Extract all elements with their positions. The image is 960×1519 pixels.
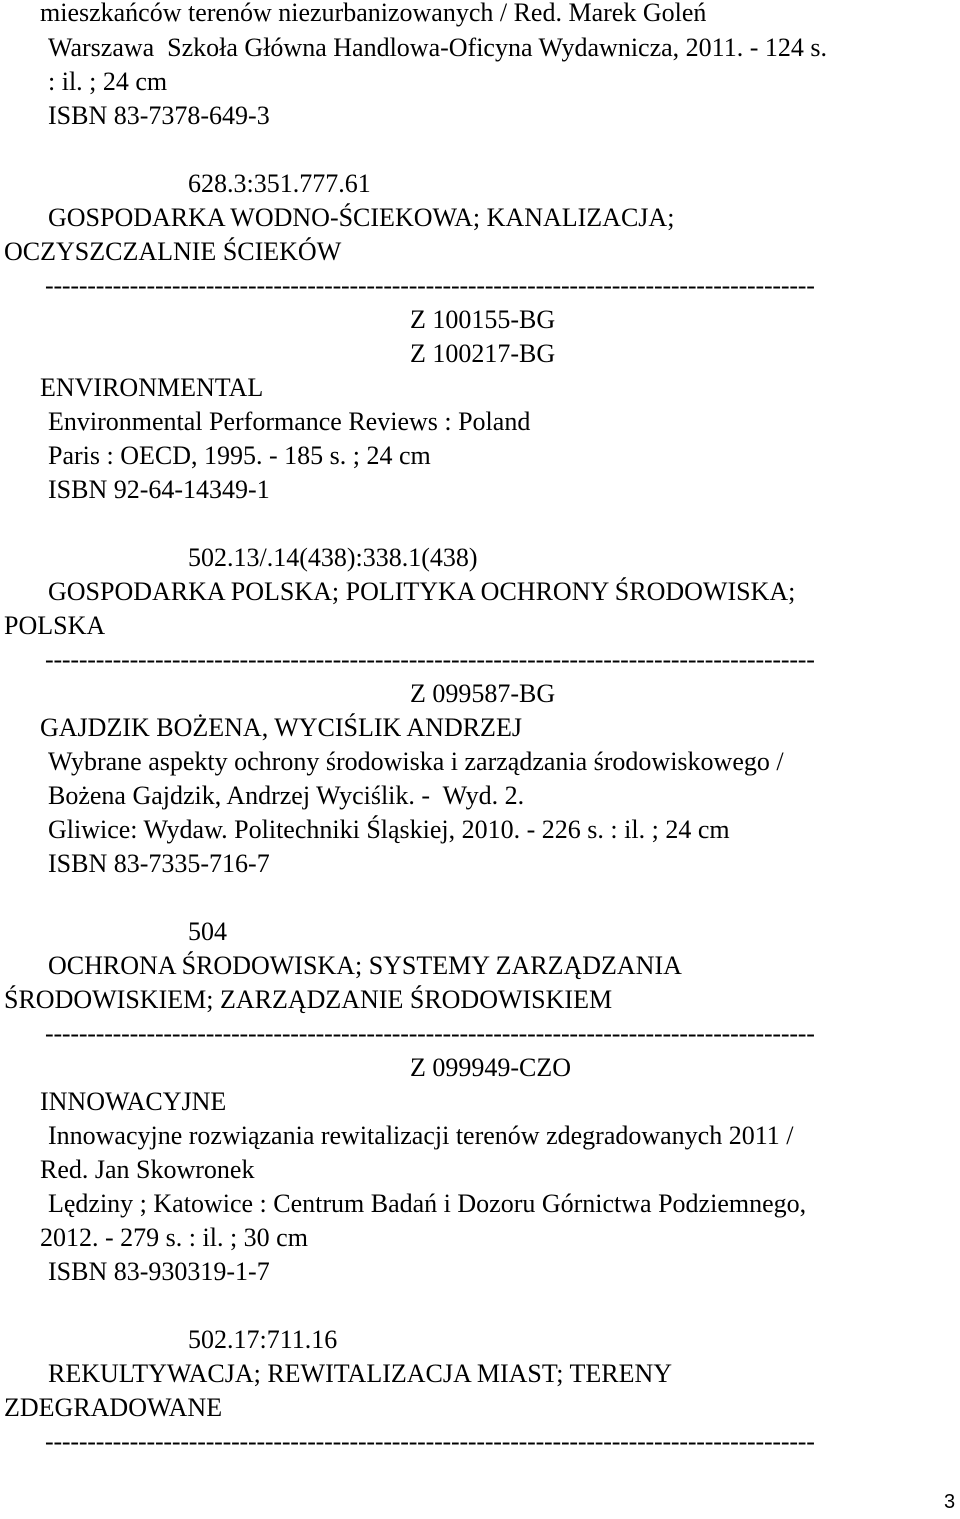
entry-heading: ENVIRONMENTAL [40,373,264,402]
separator-line: ------------------------------------------------------------------------------------------- [45,645,815,674]
call-number: Z 100217-BG [410,339,556,368]
subject-headings: GOSPODARKA WODNO-ŚCIEKOWA; KANALIZACJA; [48,203,675,232]
entry-title: Environmental Performance Reviews : Poland [48,407,531,436]
entry-title: Wybrane aspekty ochrony środowiska i zarządzania środowiskowego / [48,747,784,776]
entry-imprint: Gliwice: Wydaw. Politechniki Śląskiej, 2010. - 226 s. : il. ; 24 cm [48,815,730,844]
entry-heading: INNOWACYJNE [40,1087,227,1116]
entry-title-continued: Bożena Gajdzik, Andrzej Wyciślik. - Wyd. 2. [48,781,525,810]
entry-isbn: ISBN 92-64-14349-1 [48,475,270,504]
entry-isbn: ISBN 83-7335-716-7 [48,849,270,878]
entry-isbn: ISBN 83-7378-649-3 [48,101,270,130]
entry-heading: GAJDZIK BOŻENA, WYCIŚLIK ANDRZEJ [40,713,522,742]
classification-code: 504 [188,917,227,946]
separator-line: ------------------------------------------------------------------------------------------- [45,1427,815,1456]
entry-title: Innowacyjne rozwiązania rewitalizacji terenów zdegradowanych 2011 / [48,1121,794,1150]
subject-headings-continued: POLSKA [4,611,106,640]
subject-headings: REKULTYWACJA; REWITALIZACJA MIAST; TERENY [48,1359,673,1388]
separator-line: ------------------------------------------------------------------------------------------- [45,271,815,300]
call-number: Z 099587-BG [410,679,556,708]
entry-isbn: ISBN 83-930319-1-7 [48,1257,270,1286]
subject-headings: OCHRONA ŚRODOWISKA; SYSTEMY ZARZĄDZANIA [48,951,682,980]
entry-title-continued: Red. Jan Skowronek [40,1155,255,1184]
subject-headings: GOSPODARKA POLSKA; POLITYKA OCHRONY ŚRODOWISKA; [48,577,796,606]
call-number: Z 100155-BG [410,305,556,334]
subject-headings-continued: ŚRODOWISKIEM; ZARZĄDZANIE ŚRODOWISKIEM [4,985,613,1014]
classification-code: 502.13/.14(438):338.1(438) [188,543,478,572]
page-number: 3 [944,1491,956,1513]
classification-code: 502.17:711.16 [188,1325,338,1354]
entry-physical-description: 2012. - 279 s. : il. ; 30 cm [40,1223,308,1252]
classification-code: 628.3:351.777.61 [188,169,371,198]
entry-physical-description: : il. ; 24 cm [48,67,168,96]
separator-line: ------------------------------------------------------------------------------------------- [45,1019,815,1048]
entry-title-continued: mieszkańców terenów niezurbanizowanych / Red. Marek Goleń [40,0,707,27]
entry-imprint: Paris : OECD, 1995. - 185 s. ; 24 cm [48,441,431,470]
entry-imprint: Warszawa Szkoła Główna Handlowa-Oficyna Wydawnicza, 2011. - 124 s. [48,33,827,62]
call-number: Z 099949-CZO [410,1053,572,1082]
subject-headings-continued: OCZYSZCZALNIE ŚCIEKÓW [4,237,342,266]
entry-imprint: Lędziny ; Katowice : Centrum Badań i Dozoru Górnictwa Podziemnego, [48,1189,807,1218]
subject-headings-continued: ZDEGRADOWANE [4,1393,223,1422]
